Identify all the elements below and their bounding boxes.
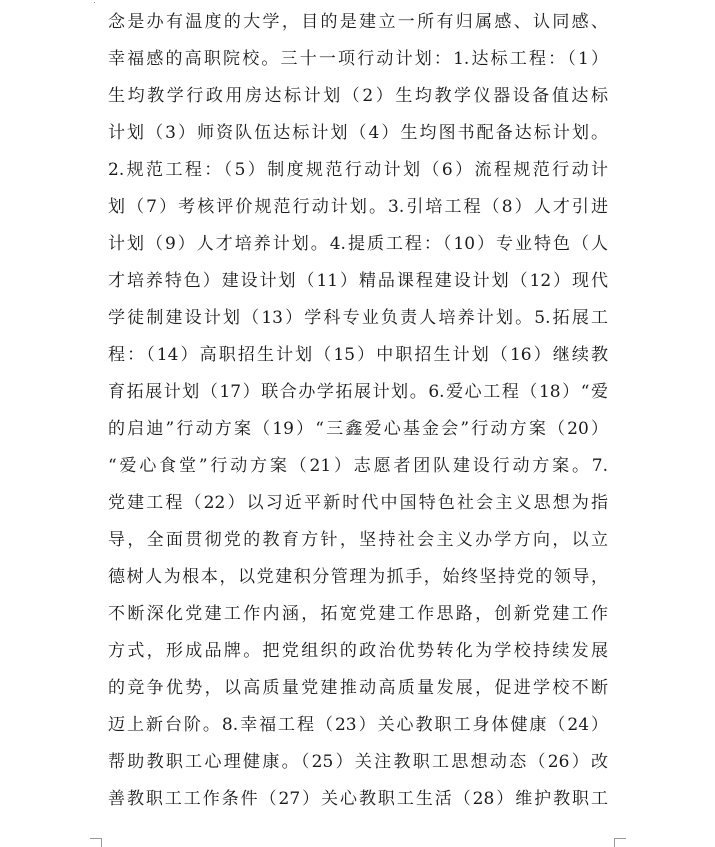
text-line-19: 的竞争优势，以高质量党建推动高质量发展，促进学校不断 xyxy=(108,678,608,698)
text-line-18: 方式，形成品牌。把党组织的政治优势转化为学校持续发展 xyxy=(108,641,608,661)
text-line-7: 计划（9）人才培养计划。4.提质工程：（10）专业特色（人 xyxy=(108,234,608,254)
text-line-12: 的启迪”行动方案（19）“三鑫爱心基金会”行动方案（20） xyxy=(108,419,608,439)
text-line-22: 善教职工工作条件（27）关心教职工生活（28）维护教职工 xyxy=(108,789,608,809)
text-line-2: 幸福感的高职院校。三十一项行动计划：1.达标工程：（1） xyxy=(108,49,608,69)
text-line-8: 才培养特色）建设计划（11）精品课程建设计划（12）现代 xyxy=(108,271,608,291)
crop-mark-bottom-right-vertical xyxy=(614,838,615,847)
text-line-6: 划（7）考核评价规范行动计划。3.引培工程（8）人才引进 xyxy=(108,197,608,217)
text-line-21: 帮助教职工心理健康。（25）关注教职工思想动态（26）改 xyxy=(108,752,608,772)
text-line-1: 念是办有温度的大学，目的是建立一所有归属感、认同感、 xyxy=(108,12,608,32)
body-text xyxy=(108,4,608,818)
crop-mark-bottom-left-vertical xyxy=(101,838,102,847)
crop-mark-top-left-horizontal xyxy=(94,2,95,3)
text-line-10: 程：（14）高职招生计划（15）中职招生计划（16）继续教 xyxy=(108,345,608,365)
crop-mark-bottom-right-horizontal xyxy=(614,838,626,839)
text-line-4: 计划（3）师资队伍达标计划（4）生均图书配备达标计划。 xyxy=(108,123,608,143)
text-line-17: 不断深化党建工作内涵，拓宽党建工作思路，创新党建工作 xyxy=(108,604,608,624)
text-line-9: 学徒制建设计划（13）学科专业负责人培养计划。5.拓展工 xyxy=(108,308,608,328)
text-line-3: 生均教学行政用房达标计划（2）生均教学仪器设备值达标 xyxy=(108,86,608,106)
text-line-5: 2.规范工程：（5）制度规范行动计划（6）流程规范行动计 xyxy=(108,160,608,180)
text-line-15: 导，全面贯彻党的教育方针，坚持社会主义办学方向，以立 xyxy=(108,530,608,550)
text-line-11: 育拓展计划（17）联合办学拓展计划。6.爱心工程（18）“爱 xyxy=(108,382,608,402)
text-line-16: 德树人为根本，以党建积分管理为抓手，始终坚持党的领导， xyxy=(108,567,608,587)
text-line-20: 迈上新台阶。8.幸福工程（23）关心教职工身体健康（24） xyxy=(108,715,608,735)
text-line-13: “爱心食堂”行动方案（21）志愿者团队建设行动方案。7. xyxy=(108,456,608,476)
text-line-14: 党建工程（22）以习近平新时代中国特色社会主义思想为指 xyxy=(108,493,608,513)
